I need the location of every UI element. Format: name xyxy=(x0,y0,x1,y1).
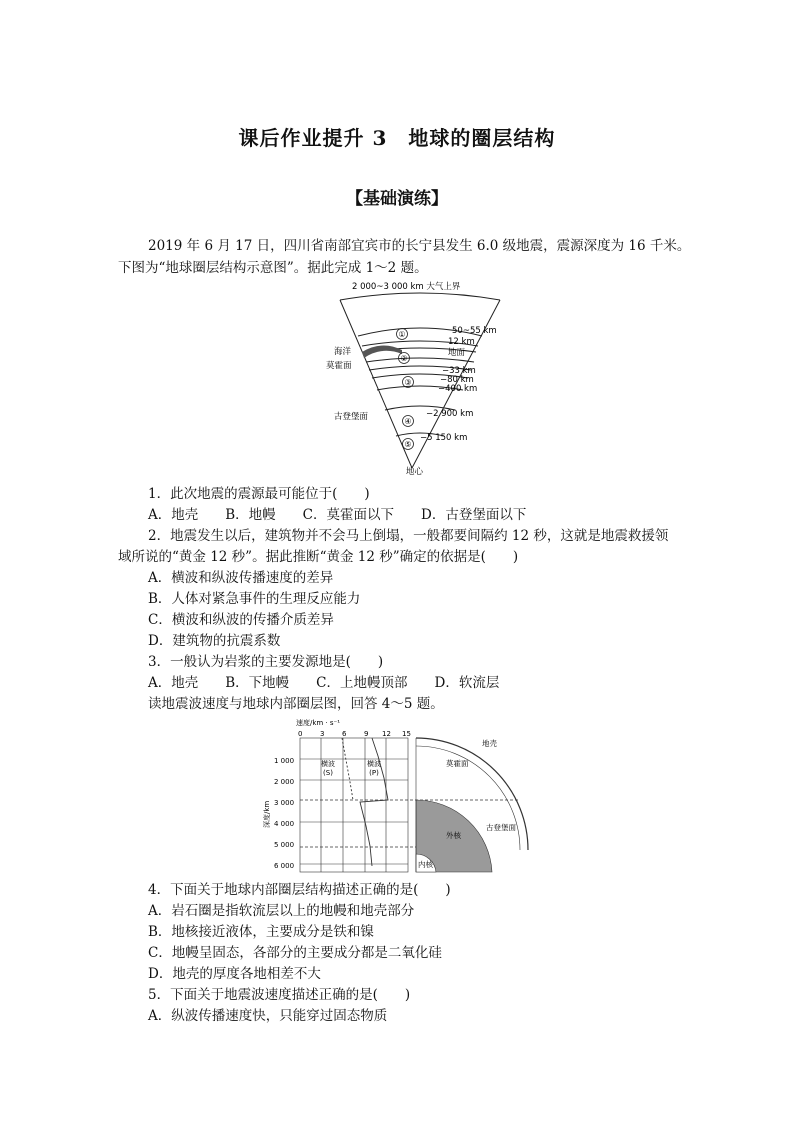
x-tick-0: 0 xyxy=(298,730,303,738)
svg-text:(P): (P) xyxy=(369,769,379,777)
read-instruction: 读地震波速度与地球内部圈层图，回答 4～5 题。 xyxy=(148,696,444,712)
y-tick-2000: 2 000 xyxy=(274,778,295,786)
fig1-r-4: −80 km xyxy=(440,375,474,385)
q2-option-a: A．横波和纵波传播速度的差异 xyxy=(148,570,334,586)
fig1-r-2: 地面 xyxy=(448,348,466,358)
gutenberg-label: 古登堡面 xyxy=(486,823,516,832)
fig1-l-2: 古登堡面 xyxy=(334,412,369,422)
layer-2-label: ② xyxy=(400,354,408,363)
fig1-top-label: 2 000~3 000 km 大气上界 xyxy=(352,282,461,292)
q2-option-b: B．人体对紧急事件的生理反应能力 xyxy=(148,591,361,607)
y-tick-5000: 5 000 xyxy=(274,841,295,849)
svg-text:(S): (S) xyxy=(323,769,333,777)
y-tick-4000: 4 000 xyxy=(274,820,295,828)
fig2-y-title: 深度/km xyxy=(263,800,271,828)
fig1-r-0: 50~55 km xyxy=(452,326,497,336)
layer-3-label: ③ xyxy=(404,378,412,387)
q2-option-d: D．建筑物的抗震系数 xyxy=(148,633,281,649)
fig1-r-7: −5 150 km xyxy=(420,433,468,443)
q4-option-a: A．岩石圈是指软流层以上的地幔和地壳部分 xyxy=(148,903,415,919)
q2-stem: 2．地震发生以后，建筑物并不会马上倒塌，一般都要间隔约 12 秒，这就是地震救援领 xyxy=(148,528,669,544)
crust-label: 地壳 xyxy=(482,739,497,748)
fig1-l-0: 海洋 xyxy=(334,347,352,357)
moho-label: 莫霍面 xyxy=(446,759,469,768)
layer-5-label: ⑤ xyxy=(404,440,412,449)
inner-core-label: 内核 xyxy=(418,860,433,869)
intro-line-1: 2019 年 6 月 17 日，四川省南部宜宾市的长宁县发生 6.0 级地震，震源深度为 16 千米。 xyxy=(148,238,691,254)
x-tick-3: 3 xyxy=(320,730,325,738)
q2-stem-cont: 域所说的“黄金 12 秒”。据此推断“黄金 12 秒”确定的依据是( ) xyxy=(118,549,519,565)
x-tick-15: 15 xyxy=(402,730,411,738)
layer-4-label: ④ xyxy=(404,417,412,426)
p-wave-label: 横波 xyxy=(367,760,381,768)
q4-option-d: D．地壳的厚度各地相差不大 xyxy=(148,966,321,982)
fig1-r-5: −400 km xyxy=(438,384,478,394)
y-tick-1000: 1 000 xyxy=(274,757,295,765)
x-tick-12: 12 xyxy=(382,730,391,738)
section-heading: 【基础演练】 xyxy=(346,189,448,209)
outer-core-label: 外核 xyxy=(446,831,461,840)
earth-layers-diagram xyxy=(320,278,520,478)
q4-stem: 4．下面关于地球内部圈层结构描述正确的是( ) xyxy=(148,882,451,898)
q5-option-a: A．纵波传播速度快，只能穿过固态物质 xyxy=(148,1008,388,1024)
x-tick-6: 6 xyxy=(342,730,347,738)
q4-option-b: B．地核接近液体，主要成分是铁和镍 xyxy=(148,924,374,940)
fig2-x-title: 速度/km · s⁻¹ xyxy=(296,719,341,727)
seismic-wave-diagram xyxy=(260,716,530,876)
y-tick-6000: 6 000 xyxy=(274,862,295,870)
fig1-r-3: −33 km xyxy=(442,366,476,376)
intro-line-2: 下图为“地球圈层结构示意图”。据此完成 1～2 题。 xyxy=(118,260,428,276)
q1-options: A．地壳 B．地幔 C．莫霍面以下 D．古登堡面以下 xyxy=(148,507,527,523)
q3-options: A．地壳 B．下地幔 C．上地幔顶部 D．软流层 xyxy=(148,675,500,691)
fig1-r-1: 12 km xyxy=(448,337,475,347)
s-wave-label: 横波 xyxy=(321,760,335,768)
fig1-bottom-label: 地心 xyxy=(406,467,424,477)
q3-stem: 3．一般认为岩浆的主要发源地是( ) xyxy=(148,654,384,670)
page-title: 课后作业提升 3 地球的圈层结构 xyxy=(238,126,556,150)
fig1-l-1: 莫霍面 xyxy=(326,361,352,371)
s-wave-curve xyxy=(342,738,353,800)
x-tick-9: 9 xyxy=(364,730,369,738)
fig1-r-6: −2 900 km xyxy=(426,409,474,419)
ocean-shape xyxy=(362,345,402,358)
layer-1-label: ① xyxy=(398,330,406,339)
p-wave-curve xyxy=(360,738,388,866)
q1-stem: 1．此次地震的震源最可能位于( ) xyxy=(148,486,370,502)
q4-option-c: C．地幔呈固态，各部分的主要成分都是二氧化硅 xyxy=(148,945,442,961)
q5-stem: 5．下面关于地震波速度描述正确的是( ) xyxy=(148,987,411,1003)
y-tick-3000: 3 000 xyxy=(274,799,295,807)
q2-option-c: C．横波和纵波的传播介质差异 xyxy=(148,612,334,628)
